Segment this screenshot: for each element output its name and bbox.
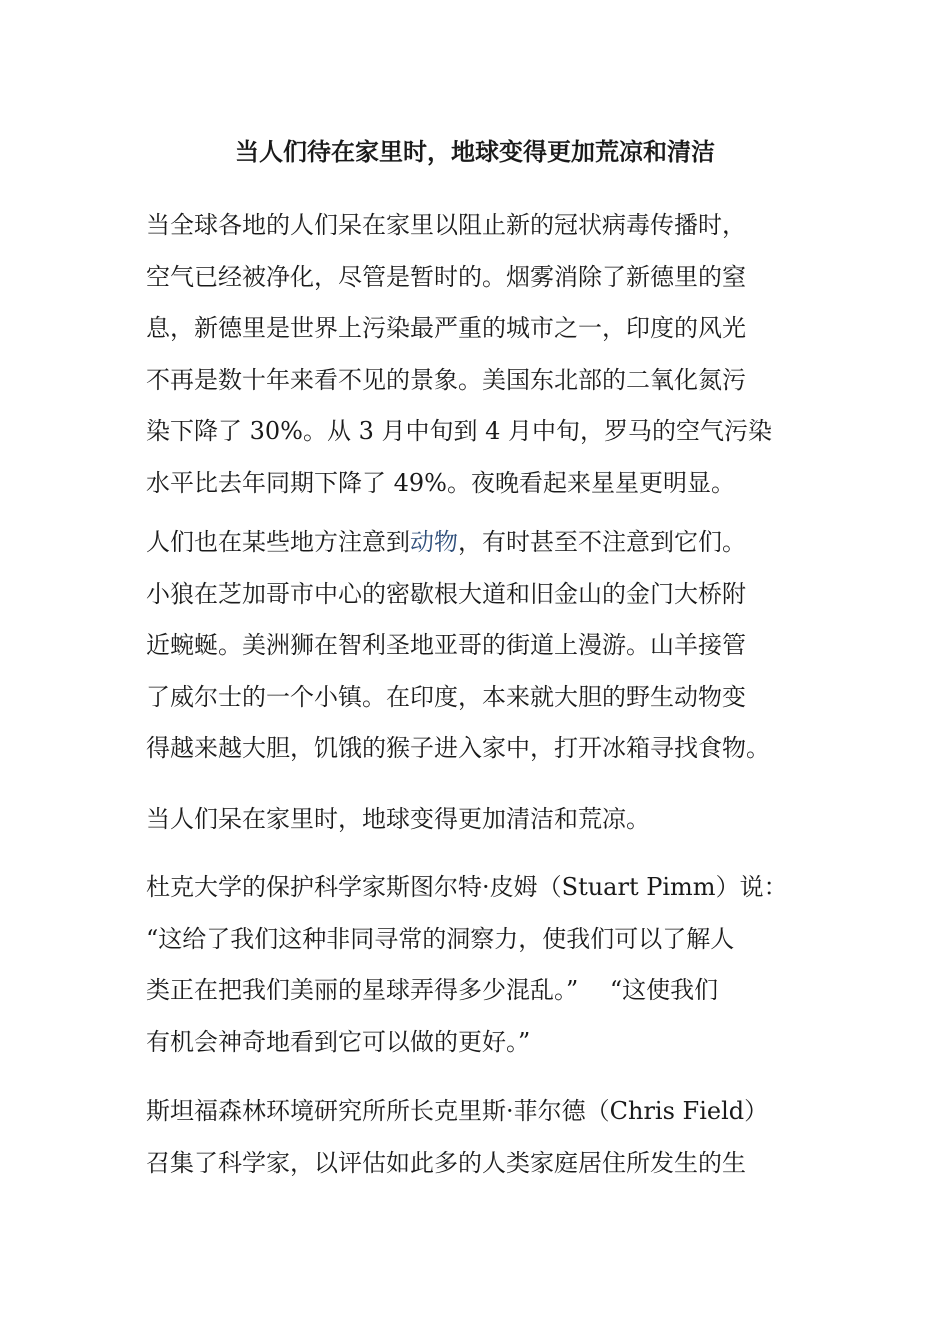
text-line: 了威尔士的一个小镇。在印度，本来就大胆的野生动物变 [146,682,746,711]
paragraph-air-quality [146,200,826,510]
text-line: “这给了我们这种非同寻常的洞察力，使我们可以了解人 [146,924,735,953]
text-line: 近蜿蜒。美洲狮在智利圣地亚哥的街道上漫游。山羊接管 [146,631,746,660]
paragraph-pimm-quote [146,862,826,1068]
article-title: 当人们待在家里时，地球变得更加荒凉和清洁 [235,137,715,166]
text-line: 小狼在芝加哥市中心的密歇根大道和旧金山的金门大桥附 [146,579,746,608]
animals-link[interactable]: 动物 [410,528,458,556]
text-line: 类正在把我们美丽的星球弄得多少混乱。” “这使我们 [146,976,719,1005]
text-line: 空气已经被净化，尽管是暂时的。烟雾消除了新德里的窒 [146,262,746,291]
text-line: 杜克大学的保护科学家斯图尔特·皮姆（Stuart Pimm）说： [146,873,788,901]
text-line: 当全球各地的人们呆在家里以阻止新的冠状病毒传播时， [146,211,746,239]
paragraph-summary [146,794,826,846]
text-segment: 人们也在某些地方注意到 [146,528,410,556]
paragraph-field [146,1086,826,1189]
text-line [146,517,826,569]
text-line: 有机会神奇地看到它可以做的更好。” [146,1027,531,1056]
text-line: 息，新德里是世界上污染最严重的城市之一，印度的风光 [146,314,746,343]
text-line: 斯坦福森林环境研究所所长克里斯·菲尔德（Chris Field） [146,1097,769,1125]
text-segment: ，有时甚至不注意到它们。 [458,528,746,556]
text-line: 染下降了 30%。从 3 月中旬到 4 月中旬，罗马的空气污染 [146,417,773,446]
text-line: 水平比去年同期下降了 49%。夜晚看起来星星更明显。 [146,468,735,497]
text-line: 不再是数十年来看不见的景象。美国东北部的二氧化氮污 [146,365,746,394]
paragraph-animals [146,517,826,775]
text-line: 召集了科学家，以评估如此多的人类家庭居住所发生的生 [146,1148,746,1177]
text-line: 当人们呆在家里时，地球变得更加清洁和荒凉。 [146,805,650,833]
text-line: 得越来越大胆，饥饿的猴子进入家中，打开冰箱寻找食物。 [146,734,770,763]
